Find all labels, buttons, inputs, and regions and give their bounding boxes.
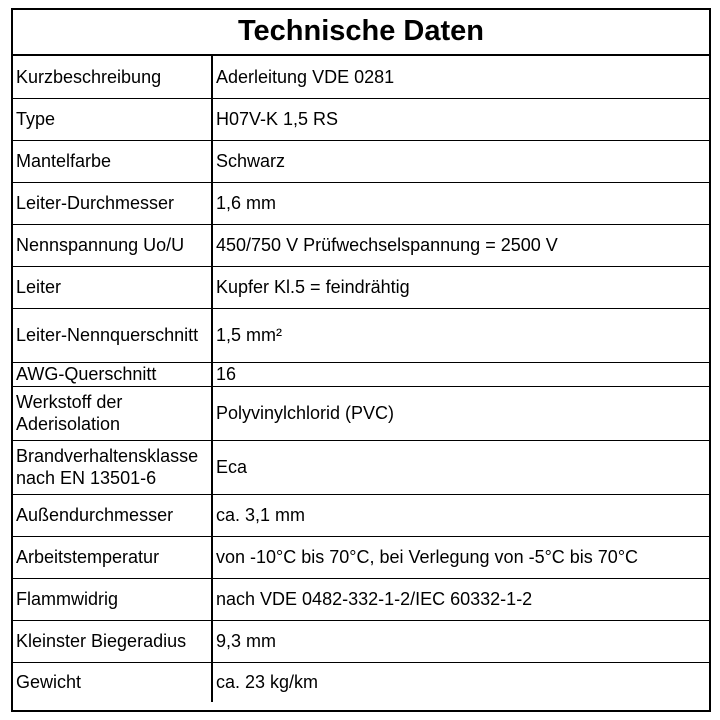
row-label: Werkstoff der Aderisolation [13, 386, 212, 440]
table-row [13, 182, 709, 224]
row-label: Kurzbeschreibung [13, 56, 212, 98]
table-row [13, 308, 709, 362]
row-value: 1,6 mm [212, 182, 709, 224]
row-label: Leiter-Durchmesser [13, 182, 212, 224]
row-value: Kupfer Kl.5 = feindrähtig [212, 266, 709, 308]
row-value: nach VDE 0482-332-1-2/IEC 60332-1-2 [212, 578, 709, 620]
table-row [13, 386, 709, 440]
table-row [13, 620, 709, 662]
row-value: von -10°C bis 70°C, bei Verlegung von -5°C bis 70°C [212, 536, 709, 578]
row-label: Nennspannung Uo/U [13, 224, 212, 266]
row-label: Mantelfarbe [13, 140, 212, 182]
table-row [13, 662, 709, 702]
row-value: 9,3 mm [212, 620, 709, 662]
table-row [13, 494, 709, 536]
table-row [13, 56, 709, 98]
row-label: Leiter-Nennquerschnitt [13, 308, 212, 362]
table-row [13, 266, 709, 308]
spec-table [13, 56, 709, 702]
row-label: Brandverhaltensklasse nach EN 13501-6 [13, 440, 212, 494]
row-label: Type [13, 98, 212, 140]
page-title: Technische Daten [13, 10, 709, 56]
table-row [13, 362, 709, 386]
row-label: Gewicht [13, 662, 212, 702]
table-row [13, 98, 709, 140]
row-value: 1,5 mm² [212, 308, 709, 362]
row-value: Aderleitung VDE 0281 [212, 56, 709, 98]
row-value: Eca [212, 440, 709, 494]
table-row [13, 578, 709, 620]
row-label: Flammwidrig [13, 578, 212, 620]
row-value: ca. 23 kg/km [216, 672, 319, 693]
row-label: Außendurchmesser [13, 494, 212, 536]
table-row [13, 140, 709, 182]
row-value: 16 [212, 362, 709, 386]
row-label: Leiter [13, 266, 212, 308]
row-value: 450/750 V Prüfwechselspannung = 2500 V [212, 224, 709, 266]
row-value: Polyvinylchlorid (PVC) [212, 386, 709, 440]
row-label: Arbeitstemperatur [13, 536, 212, 578]
row-value: H07V-K 1,5 RS [212, 98, 709, 140]
row-value: Schwarz [212, 140, 709, 182]
row-value: ca. 3,1 mm [212, 494, 709, 536]
table-row [13, 536, 709, 578]
spec-sheet [11, 8, 711, 712]
table-row [13, 440, 709, 494]
row-label: Kleinster Biegeradius [13, 620, 212, 662]
row-label: AWG-Querschnitt [13, 362, 212, 386]
table-row [13, 224, 709, 266]
